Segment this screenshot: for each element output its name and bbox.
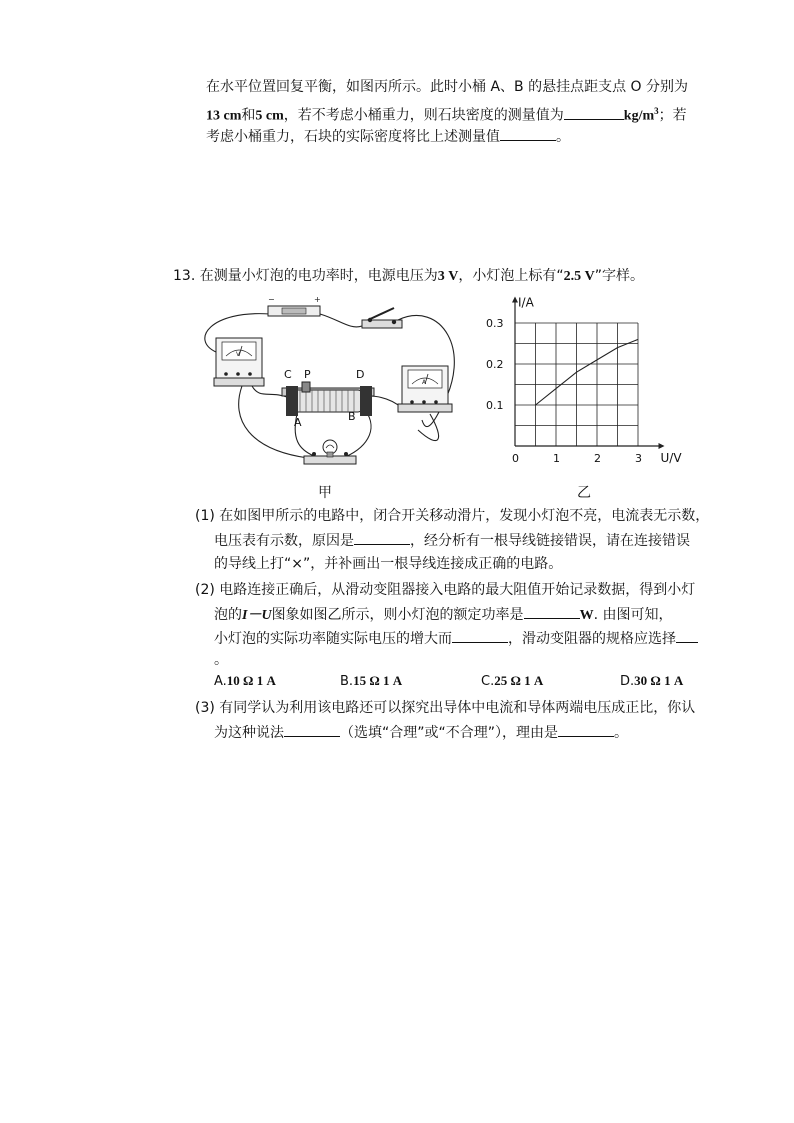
wire-rheostat-lamp-2: [342, 410, 371, 458]
x-axis-label: U/V: [660, 451, 682, 465]
p2-text: 泡的: [214, 607, 242, 623]
q12-line1: 在水平位置回复平衡，如图丙所示。此时小桶 A、B 的悬挂点距支点 O 分别为: [206, 79, 689, 95]
option-b[interactable]: [340, 673, 402, 689]
option-letter: A.: [214, 674, 227, 689]
distance-a: 13 cm: [206, 108, 242, 124]
stem-text-3: ”字样。: [594, 268, 644, 284]
reason2-blank[interactable]: [558, 722, 614, 737]
rated-voltage: 2.5 V: [563, 269, 595, 284]
q13-part1-line2: [214, 530, 690, 551]
distance-b: 5 cm: [255, 108, 284, 124]
q12-line2: [206, 101, 687, 127]
q13-stem: [173, 266, 644, 287]
fig-yi-caption: 乙: [577, 485, 591, 501]
option-letter: B.: [340, 674, 354, 689]
label-P: P: [304, 368, 311, 381]
q13-part3-line2: [214, 722, 628, 743]
rheostat-icon: [282, 382, 374, 416]
source-voltage: 3 V: [437, 269, 459, 284]
compare-prompt: 考虑小桶重力，石块的实际密度将比上述测量值: [206, 129, 500, 145]
y-tick-label: 0.3: [486, 317, 504, 330]
label-A: A: [294, 416, 302, 429]
q13-part2-line1: (2) 电路连接正确后，从滑动变阻器接入电路的最大阻值开始记录数据，得到小灯: [195, 582, 696, 598]
p3-text: 为这种说法: [214, 725, 284, 741]
q13-part2-end: 。: [214, 652, 228, 668]
density-prompt: ，若不考虑小桶重力，则石块密度的测量值为: [283, 107, 564, 124]
option-letter: D.: [620, 674, 635, 689]
density-blank[interactable]: [564, 105, 624, 120]
option-value: 30 Ω 1 A: [634, 673, 684, 688]
spec-blank[interactable]: [676, 628, 698, 643]
option-c[interactable]: [481, 673, 543, 689]
q12-line3: [206, 126, 570, 147]
option-value: 25 Ω 1 A: [494, 673, 544, 688]
period: 。: [556, 129, 570, 145]
wire-battery-switch: [320, 314, 362, 327]
q13-part1-line3: 的导线上打“×”，并补画出一根导线连接成正确的电路。: [214, 556, 563, 572]
svg-text:V: V: [236, 351, 241, 358]
x-tick-label: 3: [635, 452, 642, 465]
battery-icon: [268, 295, 321, 316]
reason-blank[interactable]: [354, 530, 410, 545]
ammeter-icon: [398, 366, 452, 412]
p3-text-2: （选填“合理”或“不合理”），理由是: [340, 725, 559, 741]
p2-text-5: ，滑动变阻器的规格应选择: [508, 631, 676, 647]
switch-icon: [362, 308, 402, 328]
lamp-icon: [304, 440, 356, 464]
p1-text: 电压表有示数，原因是: [214, 533, 354, 549]
q13-part3-line1: (3) 有同学认为利用该电路还可以探究出导体中电流和导体两端电压成正比，你认: [195, 700, 696, 716]
label-D: D: [356, 368, 365, 381]
power-blank[interactable]: [524, 604, 580, 619]
compare-blank[interactable]: [500, 126, 556, 141]
label-B: B: [348, 410, 356, 423]
svg-text:A: A: [422, 379, 427, 386]
x-tick-label: 2: [594, 452, 601, 465]
option-letter: C.: [481, 674, 495, 689]
option-value: 10 Ω 1 A: [226, 673, 276, 688]
fig-jia-caption: 甲: [318, 485, 332, 501]
stem-text-2: ，小灯泡上标有“: [458, 268, 564, 284]
x-tick-label: 0: [512, 452, 519, 465]
y-axis-label: I/A: [518, 295, 534, 310]
q13-part1-line1: (1) 在如图甲所示的电路中，闭合开关移动滑片，发现小灯泡不亮，电流表无示数，: [195, 508, 710, 524]
svg-text:+: +: [314, 295, 321, 304]
text-if: ；若: [658, 107, 687, 124]
p2-text-4: 小灯泡的实际功率随实际电压的增大而: [214, 631, 452, 647]
x-tick-label: 1: [553, 452, 560, 465]
wire-rheostat-ammeter: [368, 396, 402, 408]
option-d[interactable]: [620, 673, 683, 689]
q13-part2-line3: [214, 628, 698, 649]
iu-symbol: I－U: [242, 608, 272, 623]
opinion-blank[interactable]: [284, 722, 340, 737]
chart-grid: [515, 323, 638, 446]
p3-text-3: 。: [614, 725, 629, 741]
watt-unit: W: [579, 608, 594, 623]
y-tick-label: 0.1: [486, 399, 504, 412]
trend-blank[interactable]: [452, 628, 508, 643]
p1-text-2: ，经分析有一根导线链接错误，请在连接错误: [410, 533, 690, 549]
p2-text-2: 图象如图乙所示，则小灯泡的额定功率是: [271, 607, 524, 623]
iu-chart: [478, 290, 688, 475]
density-unit: kg/m: [623, 108, 655, 124]
stem-text: 13. 在测量小灯泡的电功率时，电源电压为: [173, 268, 438, 284]
text-and: 和: [241, 107, 256, 124]
p2-text-3: . 由图可知，: [593, 607, 673, 623]
svg-text:−: −: [268, 295, 275, 304]
label-C: C: [284, 368, 292, 381]
density-unit-exponent: 3: [654, 106, 659, 116]
option-a[interactable]: [214, 673, 276, 689]
q13-part2-line2: [214, 604, 672, 626]
voltmeter-icon: [214, 338, 264, 386]
circuit-diagram: [190, 290, 470, 475]
y-tick-label: 0.2: [486, 358, 504, 371]
iu-curve: [536, 339, 639, 405]
x-axis-arrow: [659, 443, 665, 449]
option-value: 15 Ω 1 A: [353, 673, 403, 688]
